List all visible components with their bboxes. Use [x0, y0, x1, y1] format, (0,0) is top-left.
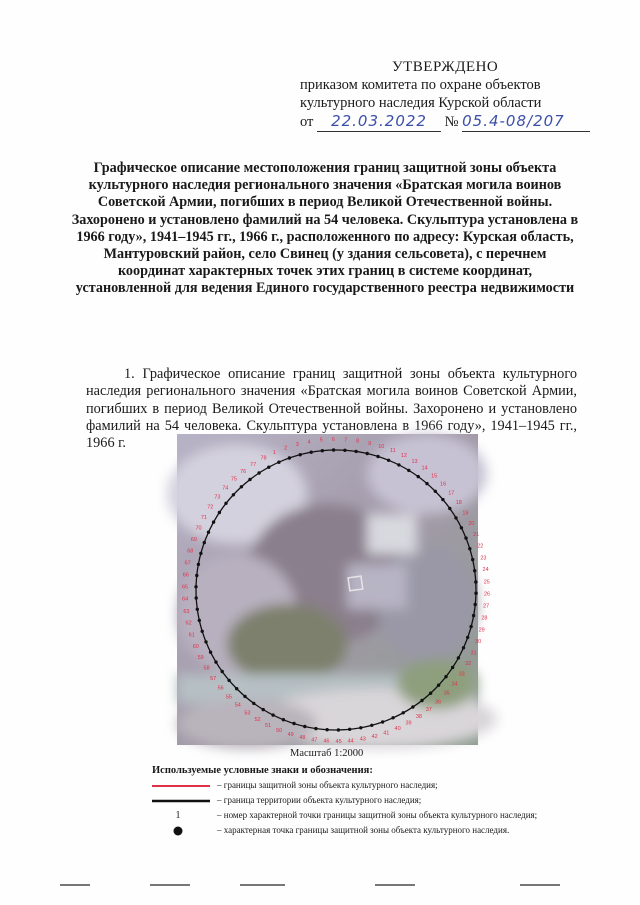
approval-signature-line — [300, 112, 600, 132]
boundary-point-label: 30 — [475, 639, 482, 646]
boundary-point-label: 37 — [425, 707, 432, 714]
legend-text-point-number: – номер характерной точки границы защитной зоны объекта культурного наследия; — [217, 810, 538, 820]
boundary-point — [429, 692, 432, 695]
boundary-point-label: 12 — [400, 453, 407, 460]
boundary-point — [397, 463, 400, 466]
approval-number: 05.4-08/207 — [462, 112, 565, 130]
boundary-point-label: 28 — [481, 615, 488, 622]
boundary-point — [227, 679, 230, 682]
boundary-point — [204, 640, 207, 643]
boundary-point-label: 15 — [431, 473, 438, 480]
boundary-point — [434, 490, 437, 493]
boundary-point-label: 52 — [254, 717, 261, 723]
boundary-point — [343, 449, 346, 452]
boundary-point-label: 78 — [260, 455, 267, 462]
boundary-point — [267, 466, 270, 469]
boundary-point — [314, 727, 317, 730]
paragraph-text: Графическое описание границ защитной зоны объекта культурного наследия регионального значения «Братская могила воинов Советской Армии, погибших в период Великой Отечественной войны. Захоронено и установлено фамилий на 54 человека. Скульптура установлена в 1966 году», 1941–1945 гг., 1966 г. — [86, 366, 577, 452]
scan-mark — [520, 884, 560, 886]
boundary-point — [462, 646, 465, 649]
boundary-point — [454, 516, 457, 519]
boundary-point-label: 67 — [184, 560, 191, 567]
map-svg — [177, 434, 491, 745]
boundary-point-label: 13 — [411, 459, 418, 465]
boundary-point-label: 63 — [183, 608, 190, 615]
boundary-point-label: 22 — [477, 543, 484, 550]
boundary-point-label: 75 — [230, 476, 237, 483]
boundary-point — [472, 614, 475, 617]
boundary-point — [473, 569, 476, 572]
boundary-point-label: 9 — [368, 440, 372, 447]
boundary-point-label: 38 — [415, 714, 422, 721]
approval-line-2: культурного наследия Курской области — [300, 95, 542, 111]
boundary-point-label: 57 — [210, 675, 217, 682]
boundary-point-label: 2 — [284, 445, 288, 452]
boundary-point-label: 76 — [240, 468, 247, 475]
boundary-point-label: 39 — [405, 720, 412, 727]
boundary-point — [303, 725, 306, 728]
boundary-point — [366, 452, 369, 455]
approval-date: 22.03.2022 — [331, 112, 427, 130]
boundary-point-label: 40 — [394, 725, 401, 732]
boundary-point — [240, 485, 243, 488]
boundary-point — [325, 728, 328, 731]
boundary-point — [203, 541, 206, 544]
boundary-point-label: 4 — [307, 439, 311, 446]
boundary-point-label: 74 — [222, 485, 229, 492]
boundary-point — [196, 608, 199, 611]
boundary-point — [243, 695, 246, 698]
boundary-point-label: 17 — [448, 490, 455, 497]
boundary-point — [199, 552, 202, 555]
boundary-point — [402, 711, 405, 714]
boundary-point — [197, 563, 200, 566]
boundary-point-label: 43 — [359, 736, 366, 743]
boundary-point — [198, 619, 201, 622]
boundary-point-label: 72 — [207, 504, 214, 511]
boundary-point-label: 71 — [200, 514, 207, 521]
boundary-point — [354, 450, 357, 453]
boundary-point — [359, 726, 362, 729]
scan-mark — [240, 884, 285, 886]
boundary-point-label: 29 — [478, 627, 485, 634]
boundary-point-label: 50 — [276, 727, 283, 734]
document-title: Графическое описание местоположения границ защитной зоны объекта культурного наследия регионального значения «Братская могила воинов Советской Армии, погибших в период Великой Отечественной войны. Захоронено и установлено фамилий на 54 человека. Скульптура установлена в 1966 году», 1941–1945 гг., 1966 г., расположенного по адресу: Курская область, Мантуровский район, село Свинец (у здания сельсовета), с перечнем координат характерных точек этих границ в системе координат, установленной для ведения Единого государственного реестра недвижимости — [71, 160, 579, 297]
boundary-point-label: 53 — [244, 710, 251, 717]
boundary-point — [387, 459, 390, 462]
boundary-point-label: 20 — [468, 520, 475, 527]
boundary-point-label: 5 — [319, 437, 323, 444]
boundary-point — [381, 720, 384, 723]
scan-mark — [60, 884, 90, 886]
boundary-point-label: 34 — [451, 681, 458, 688]
boundary-point-label: 6 — [331, 437, 335, 443]
boundary-point — [321, 449, 324, 452]
scan-mark — [150, 884, 190, 886]
boundary-point-label: 8 — [356, 438, 360, 445]
boundary-point-label: 62 — [185, 620, 192, 627]
boundary-point-label: 54 — [234, 702, 241, 709]
boundary-point-label: 45 — [335, 739, 342, 745]
legend-text-point-dot: – характерная точка границы защитной зоны объекта культурного наследия. — [217, 825, 510, 835]
boundary-point-label: 56 — [217, 685, 224, 692]
boundary-point — [444, 675, 447, 678]
boundary-point-label: 42 — [371, 734, 378, 740]
boundary-point — [271, 713, 274, 716]
legend-number-symbol: 1 — [175, 810, 181, 821]
scan-mark — [375, 884, 415, 886]
boundary-point — [391, 716, 394, 719]
boundary-point-label: 18 — [455, 500, 462, 507]
boundary-point — [209, 651, 212, 654]
boundary-point-label: 48 — [299, 735, 306, 742]
boundary-point — [292, 722, 295, 725]
boundary-point-label: 33 — [458, 671, 465, 678]
boundary-point-label: 1 — [272, 450, 276, 457]
legend-dot-symbol — [174, 827, 183, 836]
boundary-point-label: 24 — [482, 567, 489, 574]
boundary-point — [437, 684, 440, 687]
boundary-point-label: 7 — [344, 437, 348, 444]
boundary-point — [201, 630, 204, 633]
boundary-point-label: 64 — [182, 596, 189, 603]
boundary-point — [457, 656, 460, 659]
boundary-point-label: 27 — [483, 603, 490, 610]
paragraph-number: 1. — [124, 366, 135, 382]
legend-text-red-line: – границы защитной зоны объекта культурного наследия; — [217, 780, 438, 790]
boundary-point — [451, 666, 454, 669]
boundary-point — [474, 592, 477, 595]
boundary-point — [224, 502, 227, 505]
boundary-point — [332, 448, 335, 451]
boundary-point-label: 32 — [465, 661, 472, 668]
boundary-point — [420, 699, 423, 702]
boundary-point-label: 68 — [187, 548, 194, 555]
boundary-point — [441, 498, 444, 501]
boundary-point-label: 49 — [287, 732, 294, 738]
boundary-point — [195, 596, 198, 599]
boundary-point-label: 46 — [323, 738, 330, 745]
boundary-point — [195, 574, 198, 577]
boundary-point — [425, 482, 428, 485]
boundary-point-label: 69 — [190, 536, 197, 543]
boundary-point — [448, 507, 451, 510]
boundary-point-label: 58 — [203, 665, 210, 672]
boundary-point-label: 3 — [295, 442, 299, 448]
boundary-point-label: 19 — [462, 510, 469, 517]
boundary-point — [212, 520, 215, 523]
boundary-point-label: 70 — [195, 525, 202, 532]
boundary-point-label: 61 — [188, 632, 195, 639]
boundary-point — [471, 558, 474, 561]
boundary-point — [407, 469, 410, 472]
boundary-point — [277, 461, 280, 464]
boundary-point — [299, 453, 302, 456]
boundary-point — [469, 625, 472, 628]
boundary-point-label: 66 — [182, 572, 189, 579]
boundary-point — [464, 536, 467, 539]
number-label: № — [444, 114, 459, 130]
boundary-point-label: 73 — [214, 494, 221, 501]
boundary-point-label: 51 — [265, 722, 272, 729]
legend-title: Используемые условные знаки и обозначения: — [152, 765, 373, 776]
boundary-point-label: 55 — [225, 694, 232, 701]
boundary-point-label: 36 — [435, 699, 442, 706]
boundary-point — [252, 702, 255, 705]
boundary-point — [348, 728, 351, 731]
boundary-point — [288, 456, 291, 459]
boundary-point — [376, 455, 379, 458]
boundary-point — [235, 687, 238, 690]
boundary-point-label: 21 — [473, 532, 480, 538]
boundary-point-label: 23 — [480, 555, 487, 562]
boundary-point — [248, 478, 251, 481]
boundary-point — [207, 531, 210, 534]
approval-block — [300, 58, 600, 132]
boundary-point — [310, 451, 313, 454]
from-label: от — [300, 114, 314, 130]
boundary-point — [474, 603, 477, 606]
boundary-point-label: 31 — [470, 650, 477, 657]
boundary-point-label: 60 — [192, 644, 199, 650]
boundary-point — [194, 585, 197, 588]
boundary-point-label: 47 — [311, 737, 318, 744]
boundary-point-label: 41 — [383, 730, 390, 737]
boundary-point — [411, 705, 414, 708]
boundary-point — [370, 724, 373, 727]
approval-line-1: приказом комитета по охране объектов — [300, 77, 541, 93]
boundary-point — [468, 547, 471, 550]
boundary-point — [257, 471, 260, 474]
boundary-point — [337, 728, 340, 731]
boundary-point — [221, 670, 224, 673]
boundary-point — [417, 475, 420, 478]
boundary-point-label: 14 — [421, 465, 428, 472]
boundary-point — [214, 660, 217, 663]
legend-text-black-line: – граница территории объекта культурного наследия; — [217, 795, 422, 805]
boundary-point-label: 44 — [347, 738, 354, 745]
map-scale: Масштаб 1:2000 — [290, 748, 364, 759]
aerial-map — [177, 434, 491, 745]
boundary-point-label: 25 — [483, 579, 490, 586]
boundary-point-label: 65 — [181, 584, 189, 591]
boundary-point — [218, 511, 221, 514]
boundary-point — [282, 718, 285, 721]
boundary-point-label: 11 — [389, 448, 396, 455]
boundary-point-label: 26 — [483, 591, 491, 598]
boundary-point — [262, 708, 265, 711]
approval-heading: УТВЕРЖДЕНО — [392, 59, 499, 75]
boundary-point-label: 59 — [197, 655, 204, 662]
boundary-point — [474, 580, 477, 583]
boundary-point-label: 16 — [440, 481, 447, 488]
boundary-point — [232, 493, 235, 496]
boundary-point — [466, 636, 469, 639]
boundary-point-label: 77 — [250, 461, 257, 468]
boundary-point-label: 10 — [378, 444, 385, 450]
boundary-point-label: 35 — [443, 690, 450, 697]
boundary-point — [460, 526, 463, 529]
